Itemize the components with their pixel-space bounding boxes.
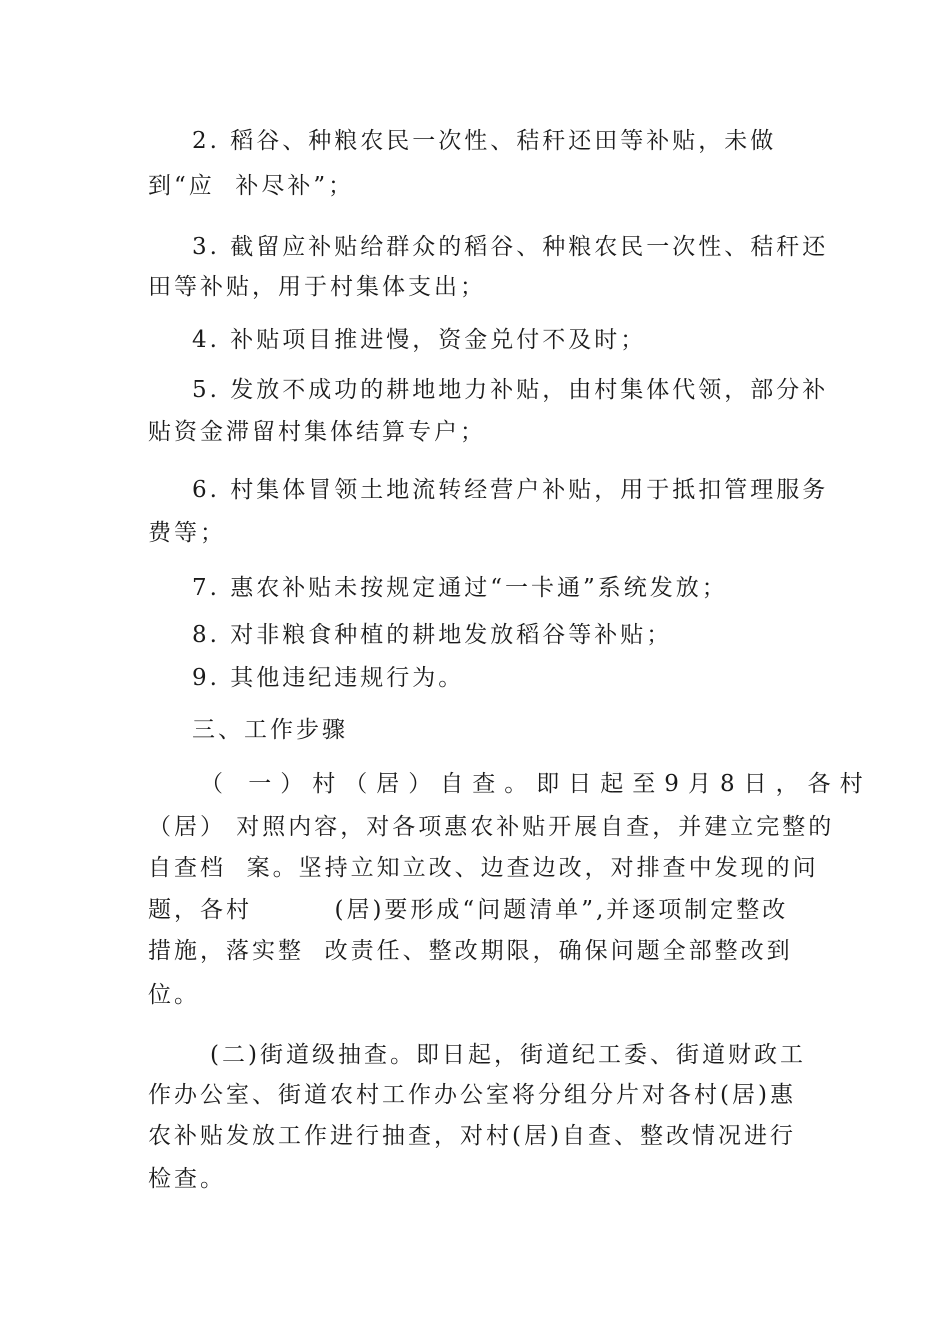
step-1-line-1: （ 一）村（居）自查。即日起至9月8日，各村: [200, 771, 872, 797]
item-3-line-1: 3. 截留应补贴给群众的稻谷、种粮农民一次性、秸秆还: [192, 234, 829, 260]
step-1-line-2: （居） 对照内容，对各项惠农补贴开展自查，并建立完整的: [148, 814, 835, 840]
step-2-line-1: (二)街道级抽查。即日起，街道纪工委、街道财政工: [210, 1042, 806, 1068]
item-2-line-2: 到“应 补尽补”；: [148, 173, 355, 199]
item-9-line-1: 9. 其他违纪违规行为。: [192, 665, 465, 691]
step-1-line-4: 题，各村 (居)要形成“问题清单”,并逐项制定整改: [148, 897, 789, 923]
step-1-line-3: 自查档 案。坚持立知立改、边查边改，对排查中发现的问: [148, 855, 819, 881]
step-2-line-3: 农补贴发放工作进行抽查，对村(居)自查、整改情况进行: [148, 1123, 796, 1149]
item-6-line-2: 费等；: [148, 520, 226, 546]
step-1-line-6: 位。: [148, 982, 200, 1008]
item-4-line-1: 4. 补贴项目推进慢，资金兑付不及时；: [192, 327, 647, 353]
item-7-line-1: 7. 惠农补贴未按规定通过“一卡通”系统发放；: [192, 575, 728, 601]
step-2-line-4: 检查。: [148, 1166, 226, 1192]
item-5-line-1: 5. 发放不成功的耕地地力补贴，由村集体代领，部分补: [192, 377, 829, 403]
item-2-line-1: 2. 稻谷、种粮农民一次性、秸秆还田等补贴，未做: [192, 128, 777, 154]
step-2-line-2: 作办公室、街道农村工作办公室将分组分片对各村(居)惠: [148, 1082, 796, 1108]
item-5-line-2: 贴资金滞留村集体结算专户；: [148, 419, 486, 445]
step-1-line-5: 措施，落实整 改责任、整改期限，确保问题全部整改到: [148, 938, 793, 964]
item-3-line-2: 田等补贴，用于村集体支出；: [148, 274, 486, 300]
item-8-line-1: 8. 对非粮食种植的耕地发放稻谷等补贴；: [192, 622, 673, 648]
section-3-heading: 三、工作步骤: [192, 717, 348, 743]
item-6-line-1: 6. 村集体冒领土地流转经营户补贴，用于抵扣管理服务: [192, 477, 829, 503]
